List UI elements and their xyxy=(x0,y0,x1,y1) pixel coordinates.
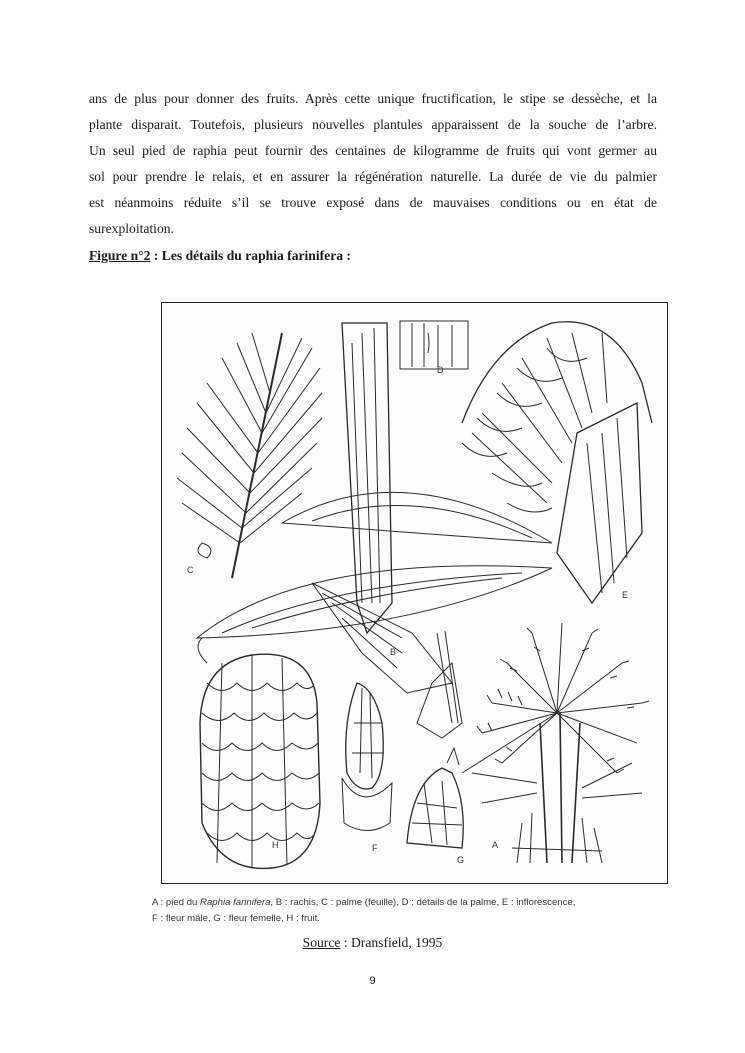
figure-caption xyxy=(152,895,682,927)
plate-letter-c: C xyxy=(187,565,194,575)
figure-label: Figure n°2 xyxy=(89,248,151,263)
plate-letter-d: D xyxy=(437,365,444,375)
botanical-plate xyxy=(161,302,668,884)
leaf-detail-drawing xyxy=(400,321,468,369)
figure-source xyxy=(0,935,745,951)
body-line: Un seul pied de raphia peut fournir des centaines de kilogramme de fruits qui vont germer au xyxy=(89,143,657,158)
leaf-sheath-drawing xyxy=(197,492,552,663)
male-flower-drawing xyxy=(342,683,392,831)
source-label: Source xyxy=(302,935,341,950)
fruit-drawing xyxy=(200,654,320,868)
plate-letter-a: A xyxy=(492,840,499,850)
plate-letter-b: B xyxy=(390,647,397,657)
caption-line: F : fleur mâle, G : fleur femelle, H : fruit. xyxy=(152,913,320,924)
plate-letter-g: G xyxy=(457,855,465,865)
botanical-illustration xyxy=(162,303,667,883)
species-name: Raphia farinifera xyxy=(200,897,271,908)
plate-letter-f: F xyxy=(372,843,378,853)
body-line: est néanmoins réduite s’il se trouve exposé dans de mauvaises conditions ou en état de xyxy=(89,195,657,210)
palm-plant-drawing xyxy=(462,623,649,863)
figure-heading xyxy=(89,248,351,264)
body-line: ans de plus pour donner des fruits. Après cette unique fructification, le stipe se dessèche, et la xyxy=(89,91,657,106)
page-number: 9 xyxy=(369,975,376,987)
palm-leaf-drawing xyxy=(177,333,322,578)
body-line: surexploitation. xyxy=(89,221,174,236)
plate-letter-h: H xyxy=(272,840,279,850)
body-paragraph xyxy=(89,86,657,242)
figure-title: : Les détails du raphia farinifera : xyxy=(150,248,351,263)
inflorescence-drawing xyxy=(462,322,652,603)
female-flower-drawing xyxy=(407,748,463,848)
plate-letter-e: E xyxy=(622,590,629,600)
body-line: sol pour prendre le relais, et en assurer la régénération naturelle. La durée de vie du palmier xyxy=(89,169,657,184)
body-line: plante disparait. Toutefois, plusieurs nouvelles plantules apparaissent de la souche de l’arbre. xyxy=(89,117,657,132)
caption-line: A : pied du Raphia farinifera, B : rachis, C : palme (feuille), D : détails de la palme, E : inflorescence, xyxy=(152,897,576,908)
source-text: : Dransfield, 1995 xyxy=(340,935,443,950)
